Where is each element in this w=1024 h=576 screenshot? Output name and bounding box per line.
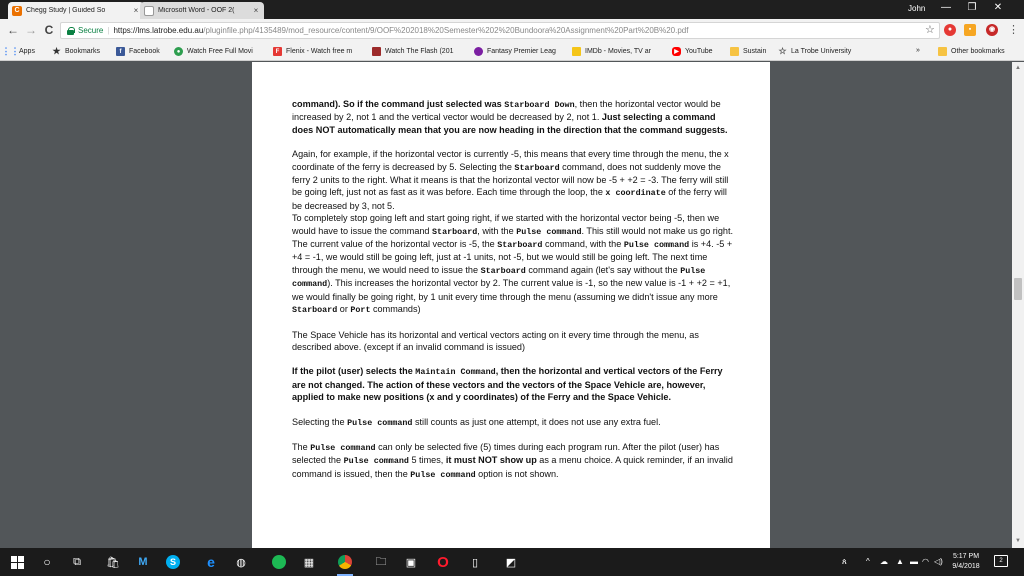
code-term: Pulse command (343, 456, 409, 467)
folder-icon (730, 47, 739, 56)
text: command). So if the command just selected was (292, 99, 505, 109)
dropbox-icon[interactable]: ▲ (896, 557, 904, 566)
back-button[interactable]: ← (7, 23, 19, 37)
apps-grid-icon: ⋮⋮ (1, 46, 20, 56)
text: commands) (370, 304, 421, 315)
spotify-icon[interactable] (270, 553, 288, 571)
network-icon[interactable]: ☁ (880, 557, 888, 566)
star-icon: ★ (52, 46, 61, 56)
paint-icon[interactable]: ◩ (505, 556, 517, 569)
bookmark-latrobe[interactable]: ☆ La Trobe University (778, 46, 852, 56)
bookmark-bookmarks[interactable]: ★ Bookmarks (52, 46, 101, 56)
star-outline-icon: ☆ (778, 46, 787, 56)
text: command, does not suddenly move the ferry 2 units to the right. What it means is that the horizontal vector will now be -5 + +2 = -3. The ferry will still be going left, just not as fast as it was before. Each time through the loop, the (292, 161, 729, 198)
separator: | (107, 26, 110, 35)
code-term: Starboard Down (504, 100, 575, 110)
tray-overflow-icon[interactable]: ^ (866, 557, 870, 566)
code-term: Maintain Command (415, 367, 496, 378)
bookmark-sustain[interactable]: Sustain (730, 47, 766, 56)
flenix-icon: F (273, 47, 282, 56)
wifi-icon[interactable]: ◠ (922, 557, 929, 566)
folder-app-icon[interactable]: 🗀 (375, 555, 387, 568)
url-host: https://lms.latrobe.edu.au (113, 26, 204, 35)
code-term: Port (350, 305, 371, 316)
text: The (292, 441, 311, 452)
text: can only be selected five (5) times during each program run. After the pilot (user) has selected the (292, 441, 720, 466)
edge-icon[interactable]: e (207, 554, 215, 570)
text: as a menu choice. A quick reminder, if an invalid command is issued, then the (292, 455, 733, 479)
code-term: Pulse command (292, 265, 706, 290)
extension-red-icon[interactable]: ● (944, 24, 956, 36)
text: . This still would not make us go right. The current value of the horizontal vector is -5, the (292, 225, 733, 250)
text: of the ferry will be decreased by 3, not 5. (292, 187, 727, 211)
url-path: /pluginfile.php/4135489/mod_resource/content/9/OOF%202018%20Semester%202%20Bundoora%20Assignment%20Part%20B%20.pdf (203, 26, 689, 35)
tab-chegg[interactable] (8, 2, 144, 19)
pdf-page (252, 62, 770, 548)
skype-icon[interactable]: S (164, 553, 182, 571)
steam-icon[interactable]: ◍ (236, 556, 246, 569)
text: 5 times, (408, 455, 446, 466)
extension-orange-icon[interactable]: ▪ (964, 24, 976, 36)
profile-name[interactable]: John (908, 4, 926, 13)
scroll-down-icon[interactable]: ▼ (1015, 538, 1021, 544)
code-term: Starboard (514, 162, 560, 173)
bookmarks-bar (0, 43, 1024, 61)
battery-icon[interactable]: ▬ (910, 557, 918, 566)
title-bar (0, 0, 1024, 19)
scroll-thumb[interactable] (1014, 278, 1022, 300)
app-icon[interactable]: ▦ (303, 556, 315, 569)
bookmark-other[interactable]: Other bookmarks (938, 47, 1005, 56)
text: ). This increases the horizontal vector by 2. The current value is -1, so the new value is -1 + +2 = +1, we would finally be going right, by 1 unit every time through the menu (assuming we didn't issue any more (292, 278, 731, 302)
imdb-icon (572, 47, 581, 56)
bold-text: If the pilot (user) selects the (292, 366, 416, 377)
bookmark-facebook[interactable]: f Facebook (116, 47, 160, 56)
bold-text: , then the horizontal and vertical vectors of the Ferry are not changed. The action of these vectors and the vectors of the Space Vehicle are, however, applied to make new positions (x and y coordinates) of the Ferry and the Space Vehicle. (292, 366, 723, 403)
pdf-text (292, 98, 737, 481)
people-icon[interactable]: ጰ (842, 557, 847, 566)
paragraph-3 (292, 212, 737, 316)
reload-button[interactable]: C (44, 23, 54, 37)
paragraph-2 (292, 148, 737, 212)
bookmark-the-flash[interactable]: Watch The Flash (201 (372, 47, 453, 56)
bookmark-imdb[interactable]: IMDb - Movies, TV ar (572, 47, 651, 56)
minimize-icon[interactable]: — (941, 2, 951, 13)
facebook-icon: f (116, 47, 125, 56)
bookmark-apps[interactable]: ⋮⋮ Apps (1, 46, 35, 56)
action-center-icon[interactable]: 2 (994, 555, 1008, 567)
tab-title: Microsoft Word - OOF 2( (158, 7, 235, 14)
chrome-icon[interactable] (336, 553, 354, 571)
flash-icon (372, 47, 381, 56)
text: command again (let's say without the (525, 264, 681, 275)
clock-time: 5:17 PM (952, 553, 980, 560)
clock-date: 9/4/2018 (952, 563, 980, 570)
address-bar[interactable] (60, 22, 940, 39)
browser-menu-icon[interactable]: ⋮ (1008, 24, 1019, 36)
code-term: Pulse command (347, 417, 413, 428)
text: still counts as just one attempt, it does not use any extra fuel. (412, 416, 661, 427)
text: Selecting the (292, 416, 348, 427)
movie-icon: ● (174, 47, 183, 56)
code-term: Pulse command (310, 442, 376, 453)
text: To completely stop going left and start going right, if we started with the horizontal vector being -5, then we would have to issue the command (292, 213, 720, 236)
code-term: x coordinate (605, 188, 666, 199)
file-explorer-icon[interactable]: ▣ (405, 556, 417, 569)
bookmark-star-icon[interactable]: ☆ (925, 24, 935, 36)
volume-icon[interactable]: ◁) (934, 557, 943, 566)
code-term: Pulse command (516, 226, 582, 237)
notepad-icon[interactable]: ▯ (471, 556, 479, 569)
windows-start-icon[interactable] (8, 553, 26, 571)
browser-toolbar (0, 19, 1024, 43)
bookmark-watch-free-movies[interactable]: ● Watch Free Full Movi (174, 47, 253, 56)
bold-text: Just selecting a command does NOT automatically mean that you are now heading in the direction that the command suggests. (292, 112, 728, 135)
code-term: Starboard (480, 265, 526, 276)
text: , with the (477, 225, 517, 236)
text: is +4. -5 + +4 = -1, we would still be going left, just at -1 units, not -5, but we would still be going left. The next time through the menu, we would need to issue the (292, 239, 733, 275)
code-term: Starboard (497, 240, 543, 251)
bold-text: it must NOT show up (445, 455, 537, 466)
bookmark-fantasy-premier-league[interactable]: Fantasy Premier Leag (474, 47, 556, 56)
tab-word-pdf[interactable] (140, 2, 264, 19)
pdf-viewer[interactable] (0, 62, 1024, 548)
opera-icon[interactable]: O (437, 553, 449, 571)
code-term: Pulse command (410, 469, 476, 480)
close-icon[interactable]: ✕ (993, 2, 1003, 13)
text: option is not shown. (475, 468, 559, 479)
extension-record-icon[interactable]: ◉ (986, 24, 998, 36)
clock[interactable] (946, 552, 986, 572)
chegg-icon: C (12, 6, 22, 16)
bookmark-flenix[interactable]: F Flenix - Watch free m (273, 47, 352, 56)
paragraph-6 (292, 416, 737, 429)
folder-icon (938, 47, 947, 56)
paragraph-1 (292, 98, 737, 136)
paragraph-5 (292, 365, 737, 403)
forward-button[interactable]: → (25, 23, 37, 37)
tab-close-icon[interactable]: × (253, 6, 259, 15)
secure-label: Secure (78, 26, 104, 35)
maximize-icon[interactable]: ❐ (967, 2, 977, 13)
tab-title: Chegg Study | Guided So (26, 7, 106, 14)
bookmark-youtube[interactable]: ▶ YouTube (672, 47, 713, 56)
lock-icon (67, 27, 74, 35)
mail-app-icon[interactable]: M (138, 556, 148, 568)
windows-taskbar (0, 548, 1024, 576)
paragraph-7 (292, 441, 737, 481)
text: command, with the (542, 239, 624, 250)
text: Again, for example, if the horizontal vector is currently -5, this means that every time through the menu, the x coordinate of the ferry is decreased by 5. Selecting the (292, 149, 729, 172)
youtube-icon: ▶ (672, 47, 681, 56)
store-icon[interactable]: 🛍 (106, 556, 120, 569)
text: or (337, 304, 351, 315)
code-term: Starboard (432, 226, 478, 237)
paragraph-4: The Space Vehicle has its horizontal and vertical vectors acting on it every time through the menu, as described above. (except if an invalid command is issued) (292, 329, 699, 352)
vertical-scrollbar[interactable] (1012, 62, 1024, 548)
premier-league-icon (474, 47, 483, 56)
code-term: Pulse command (623, 240, 690, 251)
scroll-up-icon[interactable]: ▲ (1015, 65, 1021, 71)
code-term: Starboard (292, 305, 338, 316)
document-icon (144, 6, 154, 16)
tab-close-icon[interactable]: × (133, 6, 139, 15)
cortana-search-icon[interactable]: ○ (43, 555, 51, 569)
task-view-icon[interactable]: ⧉ (73, 555, 81, 568)
bookmarks-overflow-icon[interactable]: » (916, 47, 920, 54)
text: , then the horizontal vector would be increased by 2, not 1 and the vertical vector would be decreased by 2, not 1. (292, 99, 721, 123)
